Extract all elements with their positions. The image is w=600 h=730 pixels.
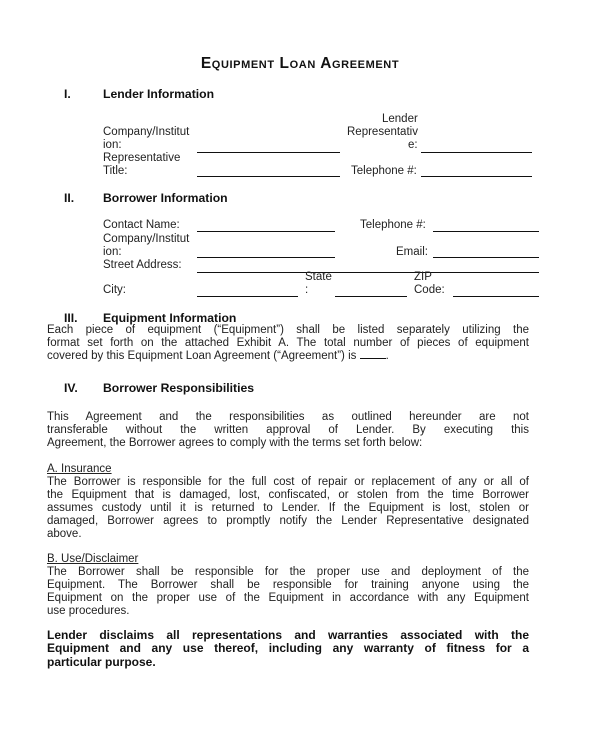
street-address-field[interactable] <box>197 272 539 273</box>
lender-representative-field[interactable] <box>421 152 532 153</box>
use-line-1: The Borrower shall be responsible for the proper use and deployment of the <box>47 566 529 579</box>
label-state-2: : <box>305 284 309 296</box>
state-field[interactable] <box>335 296 407 297</box>
insurance-heading: A. Insurance <box>47 463 112 475</box>
label-street-address: Street Address: <box>103 259 182 271</box>
label-state-1: State <box>305 271 332 283</box>
equipment-line-1: Each piece of equipment (“Equipment”) shall be listed separately utilizing the <box>47 324 529 336</box>
label-borrower-company-2: ion: <box>103 246 122 258</box>
label-lender-company-1: Company/Institut <box>103 126 190 138</box>
use-line-3: Equipment on the proper use of the Equipment in accordance with any Equipment <box>47 592 529 605</box>
representative-title-field[interactable] <box>197 176 340 177</box>
use-line-4: use procedures. <box>47 605 130 618</box>
insurance-line-4: damaged, Borrower agrees to promptly notify the Lender Representative designated <box>47 515 529 528</box>
intro-line-1: This Agreement and the responsibilities as outlined hereunder are not <box>47 411 529 423</box>
section-number-responsibilities: IV. <box>64 381 78 395</box>
label-city: City: <box>103 284 126 296</box>
intro-line-2: transferable without the written approval of Lender. By executing this <box>47 424 529 437</box>
label-lender-rep-2: Representativ <box>347 126 418 138</box>
section-number-lender: I. <box>64 87 71 101</box>
section-number-borrower: II. <box>64 191 75 205</box>
use-line-2: Equipment. The Borrower shall be responsible for training anyone using the <box>47 579 529 592</box>
section-heading-responsibilities: Borrower Responsibilities <box>103 381 255 395</box>
equipment-paragraph <box>47 324 529 363</box>
disclaimer-line-2: Equipment and any use thereof, including any warranty of fitness for a <box>47 641 529 656</box>
label-borrower-company-1: Company/Institut <box>103 233 190 245</box>
section-number-equipment: III. <box>64 311 78 325</box>
intro-line-3: Agreement, the Borrower agrees to comply with the terms set forth below: <box>47 437 423 450</box>
equipment-count-field[interactable] <box>360 358 386 359</box>
disclaimer-line-3: particular purpose. <box>47 654 156 669</box>
use-heading: B. Use/Disclaimer <box>47 553 139 565</box>
section-heading-lender: Lender Information <box>103 87 215 101</box>
borrower-telephone-field[interactable] <box>433 231 539 232</box>
contact-name-field[interactable] <box>197 231 335 232</box>
label-rep-title-1: Representative <box>103 152 181 164</box>
disclaimer-line-1: Lender disclaims all representations and warranties associated with the <box>47 628 529 642</box>
label-contact-name: Contact Name: <box>103 219 180 231</box>
equipment-line-3-end: . <box>385 350 389 363</box>
insurance-line-2: the Equipment that is damaged, lost, confiscated, or stolen from the time Borrower <box>47 489 529 502</box>
insurance-line-3: assumes custody until it is returned to Lender. If the Equipment is lost, stolen or <box>47 502 529 515</box>
label-lender-rep-1: Lender <box>382 113 418 125</box>
label-email: Email: <box>396 246 428 258</box>
lender-company-field[interactable] <box>197 152 340 153</box>
insurance-block <box>47 463 529 542</box>
equipment-line-3 <box>47 350 529 363</box>
label-lender-telephone: Telephone #: <box>351 165 417 177</box>
label-borrower-telephone: Telephone #: <box>360 219 426 231</box>
insurance-line-1: The Borrower is responsible for the full cost of repair or replacement of any or all of <box>47 476 529 489</box>
city-field[interactable] <box>197 296 298 297</box>
zip-code-field[interactable] <box>453 296 539 297</box>
section-heading-equipment: Equipment Information <box>103 311 237 325</box>
borrower-company-field[interactable] <box>197 257 335 258</box>
page-title: Equipment Loan Agreement <box>200 55 400 72</box>
label-lender-company-2: ion: <box>103 139 122 151</box>
section-heading-borrower: Borrower Information <box>103 191 228 205</box>
email-field[interactable] <box>433 257 539 258</box>
lender-telephone-field[interactable] <box>421 176 532 177</box>
insurance-line-5: above. <box>47 528 82 541</box>
use-block <box>47 553 529 618</box>
responsibilities-intro <box>47 411 529 450</box>
disclaimer-block <box>47 629 529 669</box>
label-lender-rep-3: e: <box>408 139 418 151</box>
label-zip-1: ZIP <box>414 271 432 283</box>
label-rep-title-2: Title: <box>103 165 128 177</box>
equipment-line-3-text: covered by this Equipment Loan Agreement (“Agreement”) is <box>47 350 357 363</box>
label-zip-2: Code: <box>414 284 445 296</box>
equipment-line-2: format set forth on the attached Exhibit A. The total number of pieces of equipment <box>47 337 529 350</box>
